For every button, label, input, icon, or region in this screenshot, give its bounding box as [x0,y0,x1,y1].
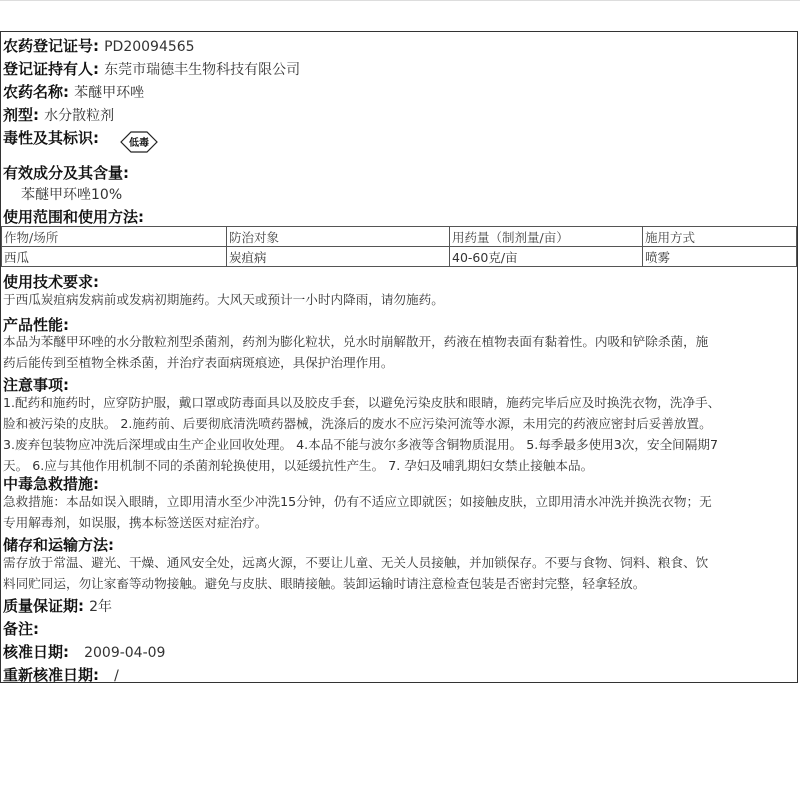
performance-text [3,331,795,373]
storage-line: 需存放于常温、避光、干燥、通风安全处，远离火源，不要让儿童、无关人员接触，并加锁保存。不要与食物、饲料、粮食、饮 [3,555,709,570]
performance-label: 产品性能: [3,316,69,334]
top-divider [0,0,800,1]
first-aid-line: 急救措施：本品如误入眼睛，立即用清水至少冲洗15分钟，仍有不适应立即就医；如接触皮肤，立即用清水冲洗并换洗衣物；无 [3,494,712,509]
registration-value: PD20094565 [104,39,195,55]
reapproval-date-value: / [114,668,119,683]
holder-label: 登记证持有人: [3,60,99,78]
active-ingredient-heading [3,162,795,183]
name-value: 苯醚甲环唑 [74,85,145,101]
holder-value: 东莞市瑞德丰生物科技有限公司 [104,62,301,78]
remarks-label: 备注: [3,620,39,638]
active-ingredient-row [3,184,795,204]
notes-line: 1.配药和施药时，应穿防护服，戴口罩或防毒面具以及胶皮手套，以避免污染皮肤和眼睛，施药完毕后应及时换洗衣物，洗净手、 [3,395,721,410]
notes-text [3,392,795,476]
technical-line: 于西瓜炭疽病发病前或发病初期施药。大风天或预计一小时内降雨，请勿施药。 [3,292,444,307]
first-aid-text [3,491,795,533]
approval-date-row [3,641,795,662]
usage-header-method: 施用方式 [643,227,797,247]
usage-label: 使用范围和使用方法: [3,208,144,226]
storage-line: 料同贮同运，勿让家畜等动物接触。避免与皮肤、眼睛接触。装卸运输时请注意检查包装是否密封完整，轻拿轻放。 [3,576,646,591]
usage-cell-method: 喷雾 [643,247,797,267]
technical-text [3,289,795,310]
name-label: 农药名称: [3,83,69,101]
technical-label: 使用技术要求: [3,273,99,291]
formulation-row [3,104,795,125]
remarks-row [3,618,795,639]
toxicity-diamond-icon [119,130,159,154]
reapproval-date-row [3,664,795,683]
table-row [2,247,797,267]
approval-date-label: 核准日期: [3,643,69,661]
reapproval-date-label: 重新核准日期: [3,666,99,683]
shelf-life-label: 质量保证期: [3,597,84,615]
notes-label: 注意事项: [3,376,69,394]
registration-label: 农药登记证号: [3,37,99,55]
active-ingredient-value: 苯醚甲环唑10% [21,187,123,203]
notes-line: 3.废弃包装物应冲洗后深埋或由生产企业回收处理。 4.本品不能与波尔多液等含铜物质混用。 5.每季最多使用3次，安全间隔期7 [3,437,718,452]
first-aid-line: 专用解毒剂，如误服，携本标签送医对症治疗。 [3,515,268,530]
toxicity-badge-text: 低毒 [129,138,149,149]
shelf-life-row [3,595,795,616]
usage-header-crop: 作物/场所 [2,227,227,247]
label-document [0,31,798,683]
storage-text [3,552,795,594]
usage-header-target: 防治对象 [227,227,450,247]
usage-cell-dosage: 40-60克/亩 [450,247,643,267]
registration-row [3,35,795,56]
performance-line: 药后能传到至植物全株杀菌，并治疗表面病斑痕迹，具保护治理作用。 [3,355,394,370]
storage-label: 储存和运输方法: [3,536,114,554]
notes-line: 天。 6.应与其他作用机制不同的杀菌剂轮换使用，以延缓抗性产生。 7. 孕妇及哺乳期妇女禁止接触本品。 [3,458,594,473]
active-ingredient-label: 有效成分及其含量: [3,164,129,182]
name-row [3,81,795,102]
usage-heading [3,206,795,227]
formulation-label: 剂型: [3,106,39,124]
first-aid-label: 中毒急救措施: [3,475,99,493]
notes-line: 脸和被污染的皮肤。 2.施药前、后要彻底清洗喷药器械，洗涤后的废水不应污染河流等水源，未用完的药液应密封后妥善放置。 [3,416,712,431]
usage-header-dosage: 用药量（制剂量/亩） [450,227,643,247]
usage-cell-crop: 西瓜 [2,247,227,267]
formulation-value: 水分散粒剂 [44,108,115,124]
shelf-life-value: 2年 [89,599,113,615]
usage-table [1,226,797,267]
holder-row [3,58,795,79]
performance-line: 本品为苯醚甲环唑的水分散粒剂型杀菌剂，药剂为膨化粒状，兑水时崩解散开，药液在植物表面有黏着性。内吸和铲除杀菌，施 [3,334,709,349]
toxicity-label: 毒性及其标识: [3,129,99,147]
usage-cell-target: 炭疽病 [227,247,450,267]
usage-table-header [2,227,797,247]
approval-date-value: 2009-04-09 [84,645,166,661]
